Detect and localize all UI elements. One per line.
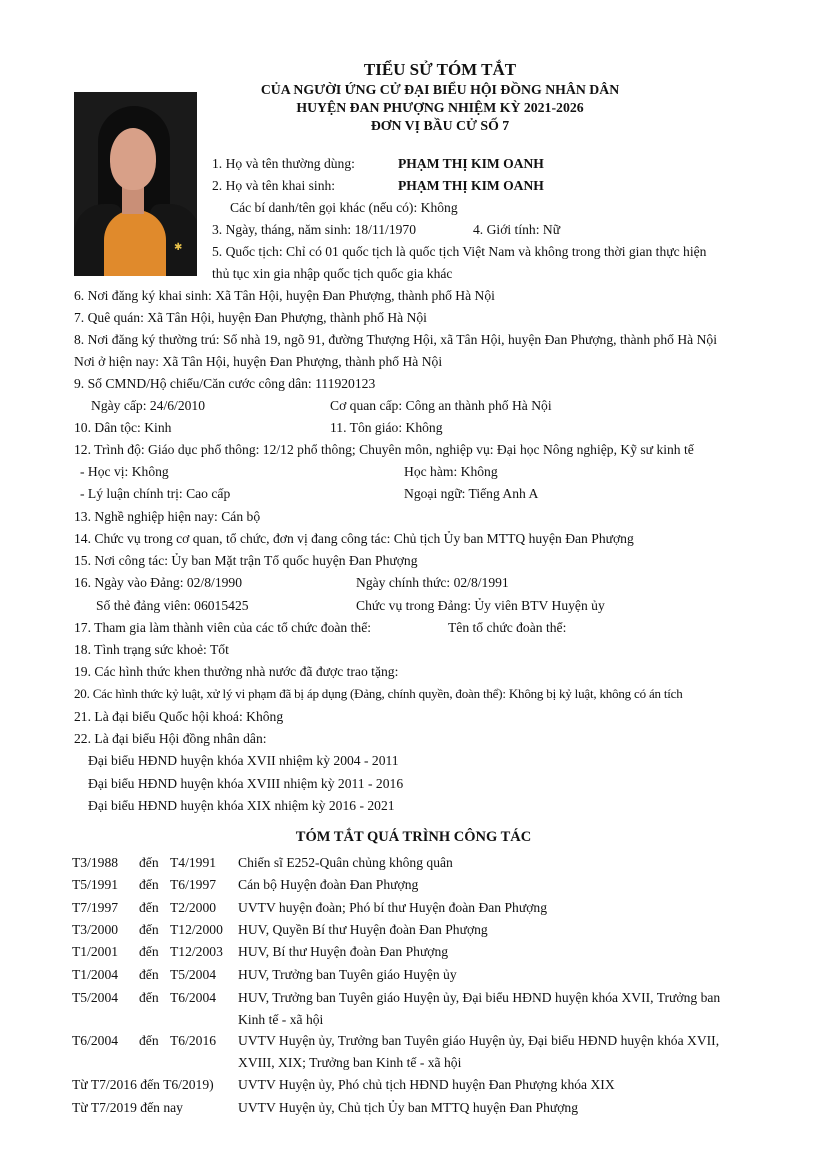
work-description: UVTV Huyện ủy, Chủ tịch Ủy ban MTTQ huyện Đan Phượng [238, 1100, 579, 1115]
field-academic-title: Học hàm: Không [404, 464, 498, 479]
work-period-separator: đến [139, 944, 159, 959]
work-period-from: T3/1988 [72, 855, 119, 870]
field-foreign-language: Ngoại ngữ: Tiếng Anh A [404, 486, 539, 501]
field-party-card-number: Số thẻ đảng viên: 06015425 [96, 598, 249, 613]
work-period-to: T6/2016 [170, 1033, 217, 1048]
work-description-cont: XVIII, XIX; Trưởng ban Kinh tế - xã hội [238, 1055, 462, 1070]
work-description-cont: Kinh tế - xã hội [238, 1012, 324, 1027]
work-period-separator: đến [139, 877, 159, 892]
field-birth-name-value: PHẠM THỊ KIM OANH [398, 178, 544, 193]
field-religion: 11. Tôn giáo: Không [330, 420, 443, 435]
council-term-item: Đại biểu HĐND huyện khóa XVIII nhiệm kỳ 2011 - 2016 [88, 776, 404, 791]
work-period-separator: đến [139, 900, 159, 915]
field-national-assembly: 21. Là đại biểu Quốc hội khoá: Không [74, 709, 284, 724]
candidate-photo [74, 92, 197, 276]
header-line-2: HUYỆN ĐAN PHƯỢNG NHIỆM KỲ 2021-2026 [296, 100, 584, 115]
field-hometown: 7. Quê quán: Xã Tân Hội, huyện Đan Phượng, thành phố Hà Nội [74, 310, 427, 325]
work-period-separator: đến [139, 967, 159, 982]
field-position: 14. Chức vụ trong cơ quan, tổ chức, đơn vị đang công tác: Chủ tịch Ủy ban MTTQ huyện Đan Phượng [74, 531, 634, 546]
work-period-from: Từ T7/2016 đến T6/2019) [72, 1077, 214, 1092]
work-period-separator: đến [139, 922, 159, 937]
field-id-issue-date: Ngày cấp: 24/6/2010 [91, 398, 206, 413]
work-description: HUV, Quyền Bí thư Huyện đoàn Đan Phượng [238, 922, 488, 937]
field-political-theory: - Lý luận chính trị: Cao cấp [80, 486, 231, 501]
work-description: HUV, Trưởng ban Tuyên giáo Huyện ủy [238, 967, 457, 982]
field-id-issuing-agency: Cơ quan cấp: Công an thành phố Hà Nội [330, 398, 552, 413]
field-gender: 4. Giới tính: Nữ [473, 222, 561, 237]
work-period-from: T5/2004 [72, 990, 119, 1005]
field-academic-degree: - Học vị: Không [80, 464, 169, 479]
field-common-name-value: PHẠM THỊ KIM OANH [398, 156, 544, 171]
work-period-from: T6/2004 [72, 1033, 119, 1048]
work-history-title: TÓM TẮT QUÁ TRÌNH CÔNG TÁC [295, 829, 532, 845]
field-discipline: 20. Các hình thức kỷ luật, xử lý vi phạm đã bị áp dụng (Đảng, chính quyền, đoàn thể): Không bị kỷ luật, không có án tích [74, 686, 683, 701]
work-period-to: T12/2000 [170, 922, 223, 937]
work-period-from: T5/1991 [72, 877, 119, 892]
field-awards: 19. Các hình thức khen thưởng nhà nước đã được trao tặng: [74, 664, 399, 679]
field-occupation: 13. Nghề nghiệp hiện nay: Cán bộ [74, 509, 261, 524]
work-description: HUV, Trưởng ban Tuyên giáo Huyện ủy, Đại biểu HĐND huyện khóa XVII, Trưởng ban [238, 990, 721, 1005]
party-badge-icon: ✱ [174, 242, 183, 253]
field-nationality-cont: thủ tục xin gia nhập quốc tịch quốc gia khác [212, 266, 453, 281]
work-period-from: T3/2000 [72, 922, 119, 937]
work-period-to: T2/2000 [170, 900, 217, 915]
work-description: HUV, Bí thư Huyện đoàn Đan Phượng [238, 944, 449, 959]
work-description: Cán bộ Huyện đoàn Đan Phượng [238, 877, 419, 892]
field-workplace: 15. Nơi công tác: Ủy ban Mặt trận Tổ quốc huyện Đan Phượng [74, 553, 418, 568]
field-party-role: Chức vụ trong Đảng: Ủy viên BTV Huyện ủy [356, 598, 605, 613]
field-birth-date: 3. Ngày, tháng, năm sinh: 18/11/1970 [212, 222, 417, 237]
field-birth-name-label: 2. Họ và tên khai sinh: [212, 178, 336, 193]
work-period-separator: đến [139, 1033, 159, 1048]
field-current-residence: Nơi ở hiện nay: Xã Tân Hội, huyện Đan Phượng, thành phố Hà Nội [74, 354, 443, 369]
work-period-from: T1/2004 [72, 967, 119, 982]
work-period-from: T7/1997 [72, 900, 119, 915]
work-period-separator: đến [139, 990, 159, 1005]
work-period-from: T1/2001 [72, 944, 119, 959]
field-other-names: Các bí danh/tên gọi khác (nếu có): Không [230, 200, 458, 215]
header-line-1: CỦA NGƯỜI ỨNG CỬ ĐẠI BIỂU HỘI ĐỒNG NHÂN DÂN [260, 82, 620, 97]
field-party-official-date: Ngày chính thức: 02/8/1991 [356, 575, 509, 590]
field-organization-name: Tên tổ chức đoàn thể: [448, 620, 567, 635]
council-term-item: Đại biểu HĐND huyện khóa XIX nhiệm kỳ 2016 - 2021 [88, 798, 395, 813]
field-organizations: 17. Tham gia làm thành viên của các tổ chức đoàn thể: [74, 620, 372, 635]
field-nationality: 5. Quốc tịch: Chỉ có 01 quốc tịch là quốc tịch Việt Nam và không trong thời gian thực hiện [212, 244, 707, 259]
work-period-to: T4/1991 [170, 855, 217, 870]
work-description: UVTV Huyện ủy, Phó chủ tịch HĐND huyện Đan Phượng khóa XIX [238, 1077, 615, 1092]
council-term-item: Đại biểu HĐND huyện khóa XVII nhiệm kỳ 2004 - 2011 [88, 753, 399, 768]
work-period-from: Từ T7/2019 đến nay [72, 1100, 183, 1115]
work-period-to: T12/2003 [170, 944, 223, 959]
work-description: UVTV Huyện ủy, Trưởng ban Tuyên giáo Huyện ủy, Đại biểu HĐND huyện khóa XVII, [238, 1033, 720, 1048]
document-title: TIỂU SỬ TÓM TẮT [363, 60, 517, 79]
work-description: UVTV huyện đoàn; Phó bí thư Huyện đoàn Đan Phượng [238, 900, 548, 915]
field-birth-registration: 6. Nơi đăng ký khai sinh: Xã Tân Hội, huyện Đan Phượng, thành phố Hà Nội [74, 288, 495, 303]
field-council-delegate: 22. Là đại biểu Hội đồng nhân dân: [74, 731, 267, 746]
field-education: 12. Trình độ: Giáo dục phổ thông: 12/12 phổ thông; Chuyên môn, nghiệp vụ: Đại học Nông nghiệp, Kỹ sư kinh tế [74, 442, 694, 457]
field-ethnicity: 10. Dân tộc: Kinh [74, 420, 172, 435]
work-period-to: T6/1997 [170, 877, 217, 892]
field-permanent-residence: 8. Nơi đăng ký thường trú: Số nhà 19, ngõ 91, đường Thượng Hội, xã Tân Hội, huyện Đan Phượng, thành phố Hà Nội [74, 332, 717, 347]
field-common-name-label: 1. Họ và tên thường dùng: [212, 156, 355, 171]
field-health: 18. Tình trạng sức khoẻ: Tốt [74, 642, 229, 657]
work-description: Chiến sĩ E252-Quân chủng không quân [238, 855, 453, 870]
work-period-to: T5/2004 [170, 967, 217, 982]
header-line-3: ĐƠN VỊ BẦU CỬ SỐ 7 [370, 118, 510, 133]
field-party-join-date: 16. Ngày vào Đảng: 02/8/1990 [74, 575, 243, 590]
field-id-number: 9. Số CMND/Hộ chiếu/Căn cước công dân: 111920123 [74, 376, 376, 391]
work-period-to: T6/2004 [170, 990, 217, 1005]
work-period-separator: đến [139, 855, 159, 870]
